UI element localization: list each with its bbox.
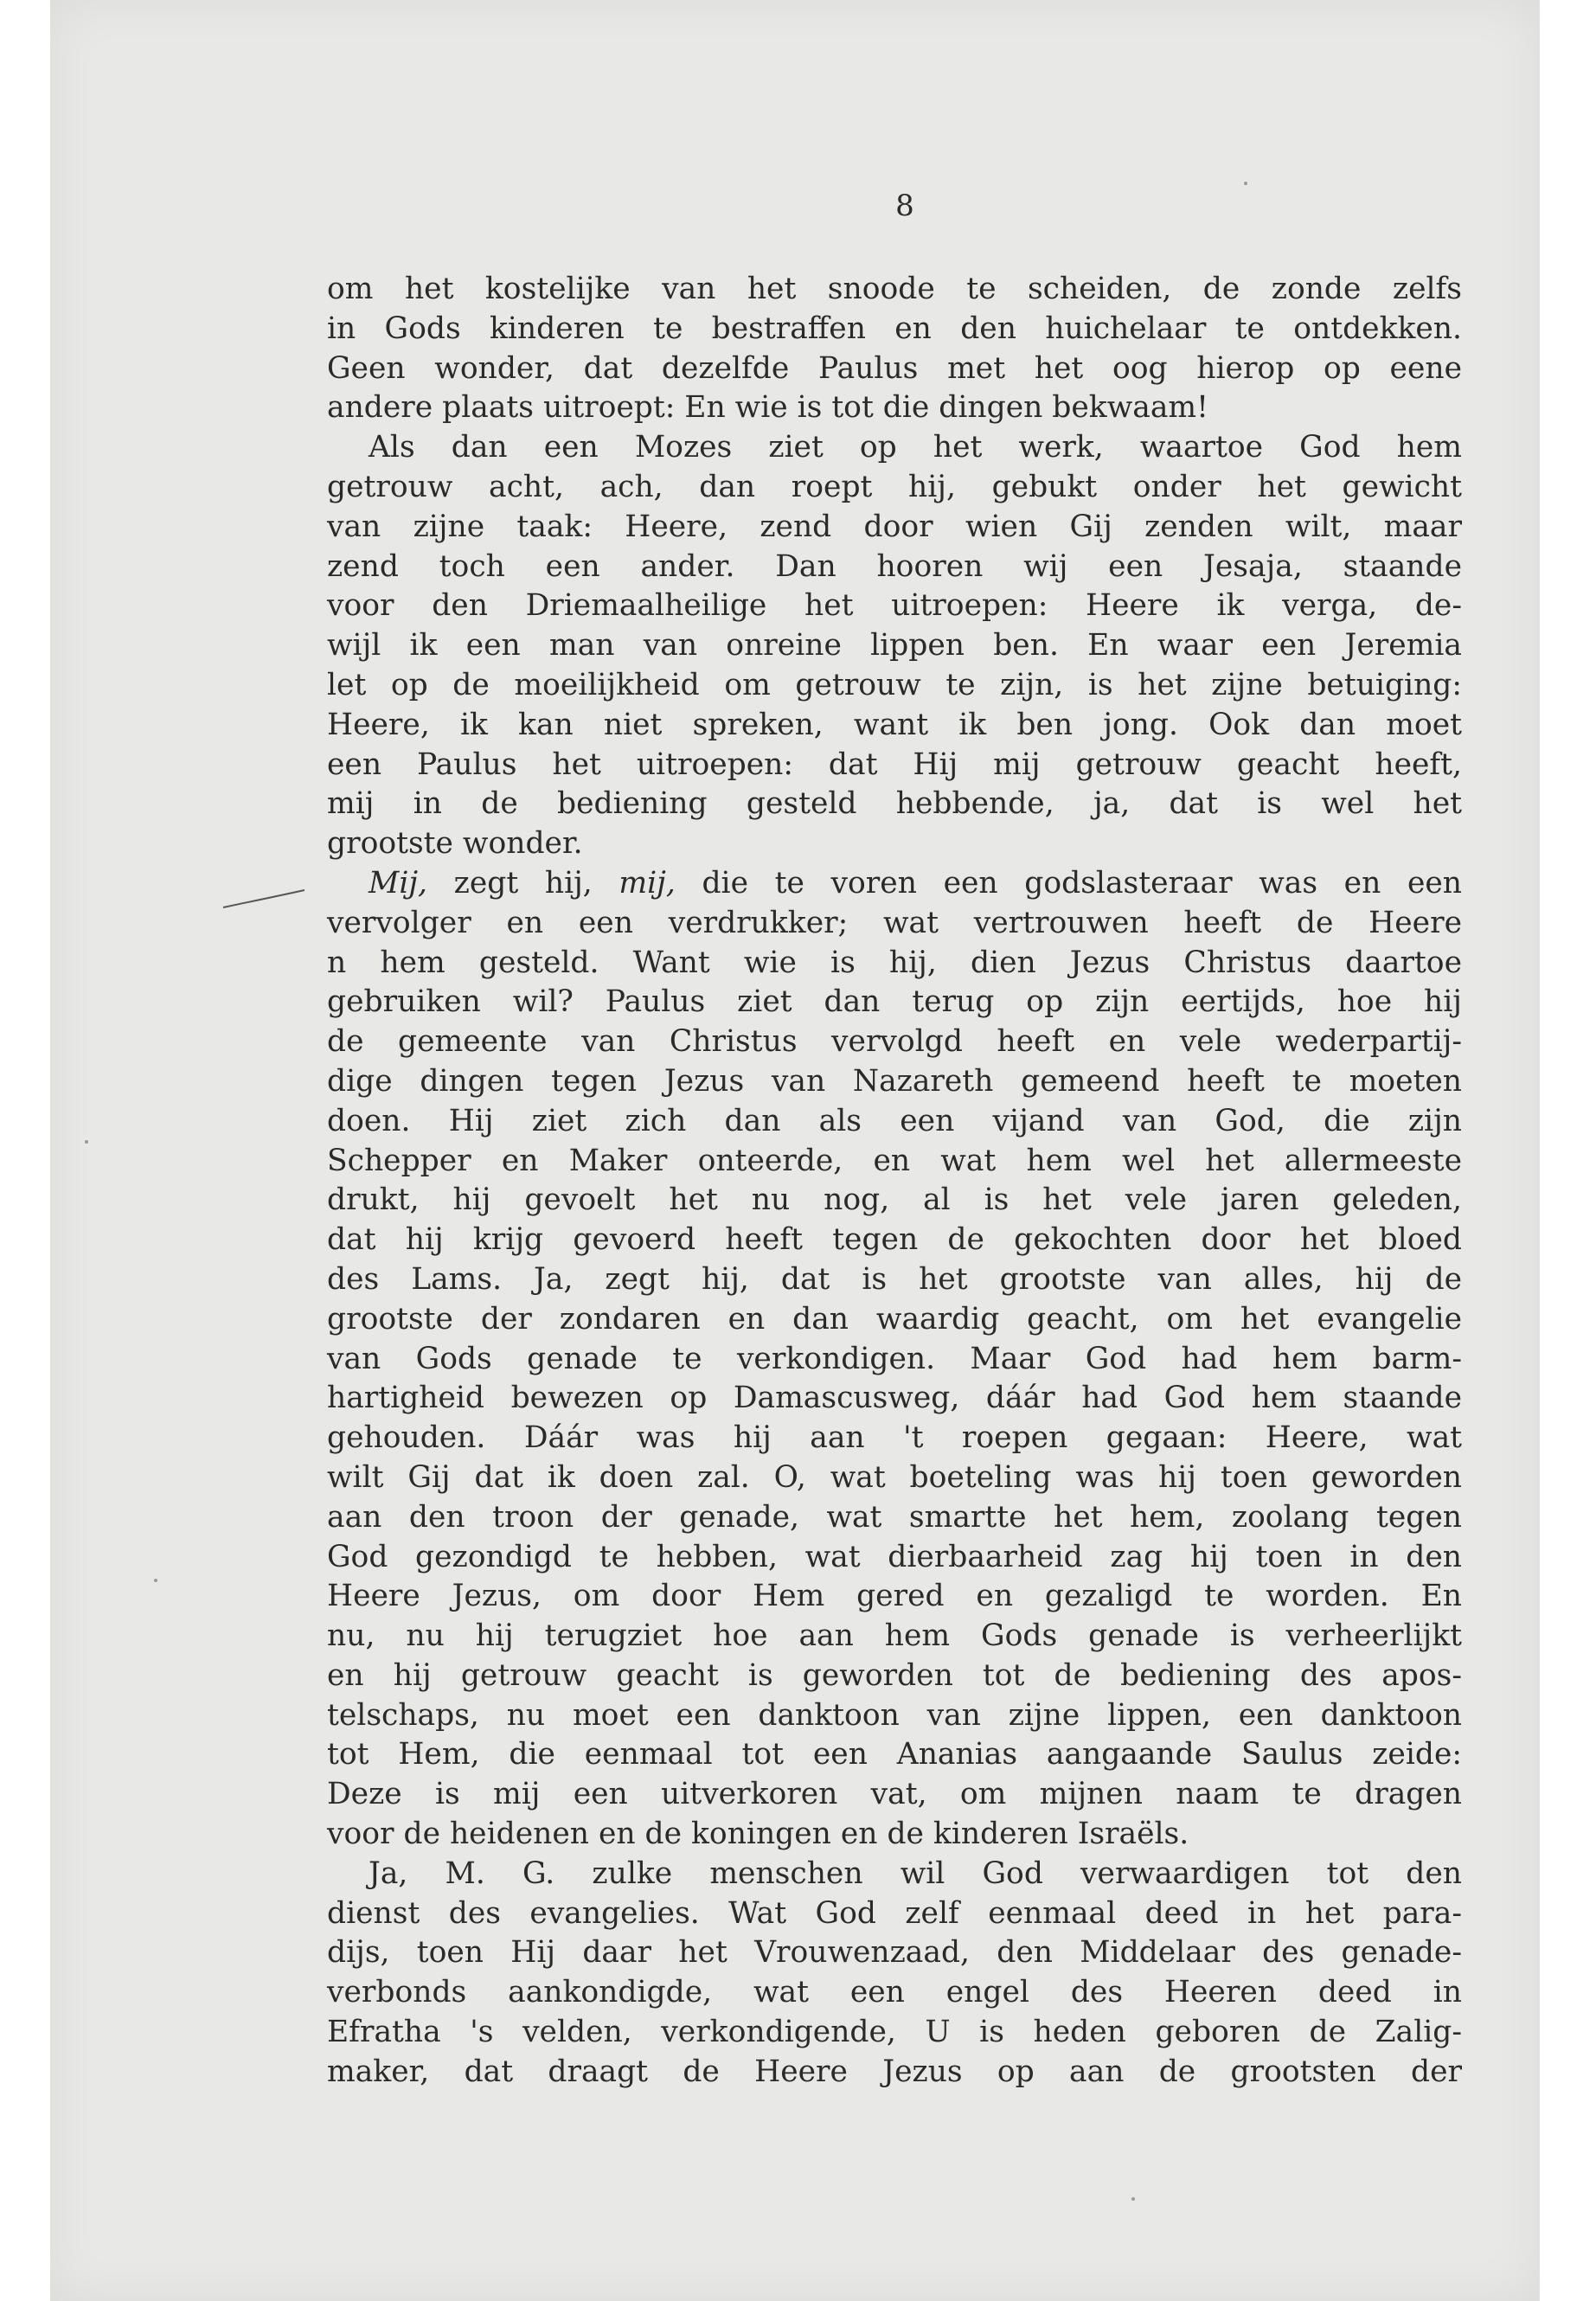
text-line: aan den troon der genade, wat smartte het hem, zoolang tegen	[327, 1499, 1462, 1535]
italic-word: Mij,	[369, 865, 428, 901]
text-line: maker, dat draagt de Heere Jezus op aan de grootsten der	[327, 2054, 1462, 2089]
margin-pen-stroke	[221, 887, 306, 913]
text-line: een Paulus het uitroepen: dat Hij mij getrouw geacht heeft,	[327, 747, 1462, 782]
text-line: van zijne taak: Heere, zend door wien Gij zenden wilt, maar	[327, 509, 1462, 544]
text-line: en hij getrouw geacht is geworden tot de bediening des apos-	[327, 1657, 1462, 1693]
text-line: grootste der zondaren en dan waardig geacht, om het evangelie	[327, 1301, 1462, 1336]
text-line: nu, nu hij terugziet hoe aan hem Gods genade is verheerlijkt	[327, 1618, 1462, 1654]
text-line: voor den Driemaalheilige het uitroepen: Heere ik verga, de-	[327, 588, 1462, 624]
text-line: let op de moeilijkheid om getrouw te zijn, is het zijne betuiging:	[327, 667, 1462, 702]
text-line: hartigheid bewezen op Damascusweg, dáár had God hem staande	[327, 1381, 1462, 1416]
text-line: de gemeente van Christus vervolgd heeft en vele wederpartij-	[327, 1024, 1462, 1060]
text-line: wijl ik een man van onreine lippen ben. En waar een Jeremia	[327, 628, 1462, 663]
text-line: gehouden. Dáár was hij aan 't roepen gegaan: Heere, wat	[327, 1420, 1462, 1456]
text-line: Deze is mij een uitverkoren vat, om mijnen naam te dragen	[327, 1777, 1462, 1812]
text-line: van Gods genade te verkondigen. Maar God had hem barm-	[327, 1341, 1462, 1376]
text-line: Heere Jezus, om door Hem gered en gezaligd te worden. En	[327, 1579, 1462, 1614]
page-number: 8	[895, 189, 914, 223]
text-line-italic-start	[327, 864, 1462, 904]
text-fragment: die te voren een godslasteraar was en een	[702, 865, 1463, 901]
text-line: Geen wonder, dat dezelfde Paulus met het oog hierop op eene	[327, 350, 1462, 386]
text-line: in Gods kinderen te bestraffen en den huichelaar te ontdekken.	[327, 311, 1462, 346]
text-line: drukt, hij gevoelt het nu nog, al is het vele jaren geleden,	[327, 1183, 1462, 1218]
text-line: des Lams. Ja, zegt hij, dat is het grootste van alles, hij de	[327, 1261, 1462, 1297]
paper-speck	[1131, 2197, 1135, 2201]
text-line: om het kostelijke van het snoode te scheiden, de zonde zelfs	[327, 272, 1462, 306]
text-line: gebruiken wil? Paulus ziet dan terug op zijn eertijds, hoe hij	[327, 984, 1462, 1020]
text-line: telschaps, nu moet een danktoon van zijne lippen, een danktoon	[327, 1697, 1462, 1733]
text-line: andere plaats uitroept: En wie is tot die dingen bekwaam!	[327, 390, 1208, 426]
text-line: dijs, toen Hij daar het Vrouwenzaad, den Middelaar des genade-	[327, 1935, 1462, 1971]
text-fragment: zegt hij,	[453, 865, 593, 901]
text-line: Als dan een Mozes ziet op het werk, waartoe God hem	[369, 430, 1462, 465]
paper-speck	[85, 1140, 88, 1144]
text-line: wilt Gij dat ik doen zal. O, wat boeteling was hij toen geworden	[327, 1459, 1462, 1495]
text-line: Ja, M. G. zulke menschen wil God verwaardigen tot den	[369, 1856, 1462, 1891]
text-line: tot Hem, die eenmaal tot een Ananias aangaande Saulus zeide:	[327, 1737, 1462, 1772]
italic-word: mij,	[619, 865, 676, 901]
paper-speck	[154, 1579, 157, 1582]
text-line: verbonds aankondigde, wat een engel des Heeren deed in	[327, 1975, 1462, 2010]
text-line: grootste wonder.	[327, 826, 583, 862]
text-line: Schepper en Maker onteerde, en wat hem wel het allermeeste	[327, 1143, 1462, 1178]
body-text	[327, 270, 1462, 2093]
text-line: God gezondigd te hebben, wat dierbaarheid zag hij toen in den	[327, 1539, 1462, 1574]
text-line: voor de heidenen en de koningen en de kinderen Israëls.	[327, 1817, 1189, 1852]
text-line: zend toch een ander. Dan hooren wij een Jesaja, staande	[327, 548, 1462, 584]
text-line: n hem gesteld. Want wie is hij, dien Jezus Christus daartoe	[327, 945, 1462, 980]
text-line: vervolger en een verdrukker; wat vertrouwen heeft de Heere	[327, 905, 1462, 940]
text-line: dat hij krijg gevoerd heeft tegen de gekochten door het bloed	[327, 1222, 1462, 1258]
text-line: mij in de bediening gesteld hebbende, ja, dat is wel het	[327, 786, 1462, 822]
text-line: dige dingen tegen Jezus van Nazareth gemeend heeft te moeten	[327, 1063, 1462, 1099]
text-line: Efratha 's velden, verkondigende, U is heden geboren de Zalig-	[327, 2015, 1462, 2050]
text-line: doen. Hij ziet zich dan als een vijand van God, die zijn	[327, 1103, 1462, 1138]
text-line: Heere, ik kan niet spreken, want ik ben jong. Ook dan moet	[327, 707, 1462, 742]
document-page	[50, 0, 1540, 2301]
paper-speck	[1244, 182, 1247, 185]
text-line: dienst des evangelies. Wat God zelf eenmaal deed in het para-	[327, 1895, 1462, 1931]
text-line: getrouw acht, ach, dan roept hij, gebukt onder het gewicht	[327, 469, 1462, 504]
